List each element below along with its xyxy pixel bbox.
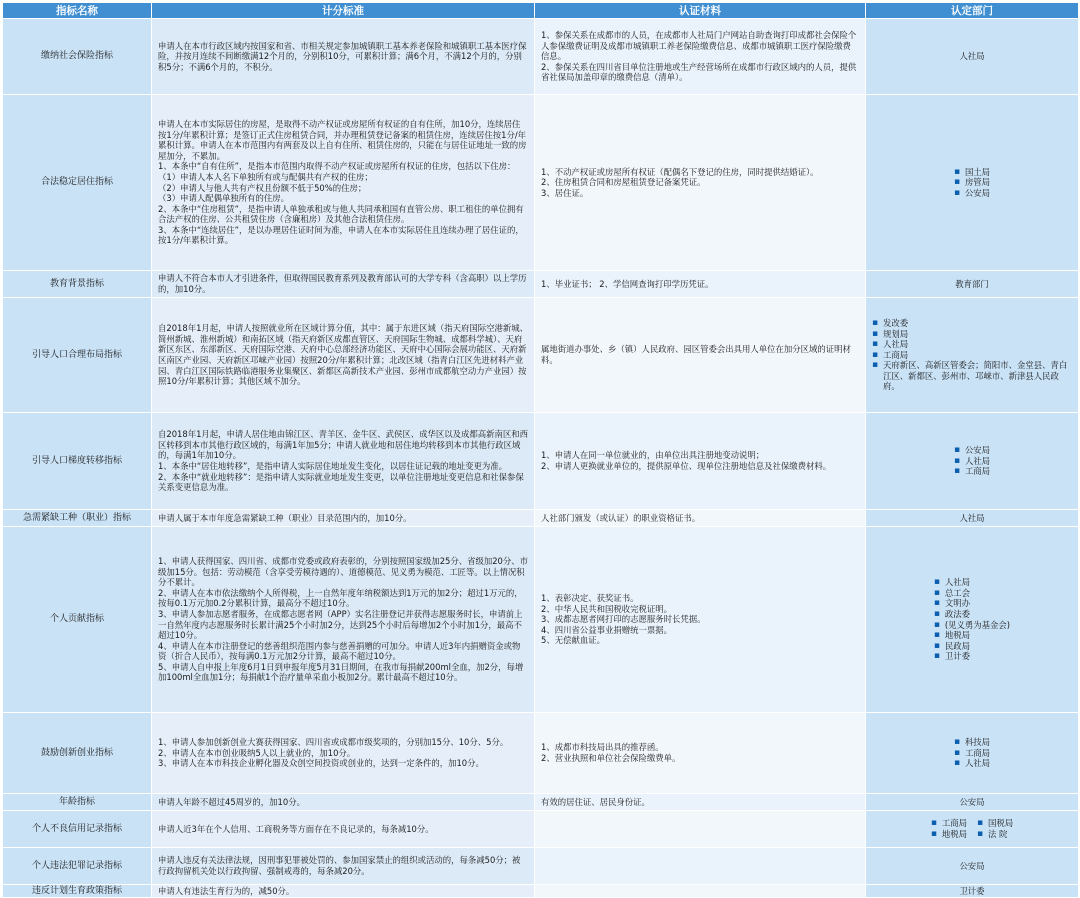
materials-paragraph: 5、无偿献血证。 — [541, 635, 605, 646]
materials-paragraph: 属地街道办事处、乡（镇）人民政府、园区管委会出具用人单位在加分区域的证明材料。 — [541, 344, 851, 365]
department-item: ▪ 地税局 — [934, 630, 1010, 641]
department-item: ▪ 人社局 — [954, 456, 990, 467]
department-cell — [866, 885, 1079, 898]
header-certification-materials: 认证材料 — [535, 3, 866, 19]
scoring-standard-cell — [152, 19, 535, 95]
indicator-name-cell: 缴纳社会保险指标 — [3, 19, 152, 95]
table-body — [3, 19, 1079, 898]
standard-paragraph: 申请人不符合本市人才引进条件，但取得国民教育系列及教育部认可的大学专科（含高职）以上学历的，加10分。 — [158, 273, 527, 294]
department-label: 人社局 — [959, 51, 985, 62]
standard-paragraph: 3、本条中“连续居住”，是以办理居住证时间为准，申请人在本市实际居住且连续办理了居住证的，按1分/年累积计算。 — [158, 224, 524, 246]
department-label: 教育部门 — [955, 278, 989, 289]
department-list — [954, 167, 990, 199]
standard-paragraph: 1、申请人获得国家、四川省、成都市党委或政府表彰的，分别按照国家级加25分、省级加20分、市级加15分。包括：劳动模范（含享受劳模待遇的）、道德模范、见义勇为模范、工匠等。以上情况积分不累计。 — [158, 555, 529, 588]
indicator-name-cell: 个人不良信用记录指标 — [3, 811, 152, 848]
scoring-standard-cell — [152, 848, 535, 885]
department-item: ▪ 政法委 — [934, 609, 1010, 620]
department-item: ▪ (见义勇为基金会) — [934, 620, 1010, 631]
standard-paragraph: 2、申请人在本市依法缴纳个人所得税，上一自然年度年纳税额达到1万元的加2分；超过1万元的，按每0.1万元加0.2分累积计算，最高分不超过10分。 — [158, 587, 523, 609]
standard-paragraph: 1、申请人参加创新创业大赛获得国家、四川省或成都市级奖项的，分别加15分、10分、5分。 — [158, 737, 509, 748]
indicator-name-cell: 合法稳定居住指标 — [3, 95, 152, 271]
standard-paragraph: 1、本条中“自有住所”，是指本市范围内取得不动产权证或房屋所有权证的住房，包括以下住房： — [158, 161, 516, 172]
materials-cell — [535, 95, 866, 271]
scoring-standard-cell — [152, 271, 535, 298]
header-indicator-name: 指标名称 — [3, 3, 152, 19]
table-row — [3, 510, 1079, 527]
department-cell — [866, 95, 1079, 271]
department-item: ▪ 国税局 — [977, 818, 1013, 829]
materials-paragraph: 1、成都市科技局出具的推荐函。 — [541, 742, 664, 753]
materials-paragraph: 1、不动产权证或房屋所有权证（配偶名下登记的住房，同时提供结婚证）。 — [541, 166, 819, 177]
department-list — [934, 577, 1010, 662]
scoring-standard-cell — [152, 713, 535, 794]
standard-paragraph: 申请人在本市行政区域内按国家和省、市相关规定参加城镇职工基本养老保险和城镇职工基本医疗保险，并按月连续不间断缴满12个月的，分别积10分，可累积计算；满6个月，不满12个月的，分别积5分；不满6个月的，不积分。 — [158, 40, 527, 72]
indicator-name-cell: 急需紧缺工种（职业）指标 — [3, 510, 152, 527]
department-item: ▪ 人社局 — [954, 758, 990, 769]
department-label: 公安局 — [959, 796, 985, 807]
department-cell — [866, 527, 1079, 713]
scoring-standard-cell — [152, 794, 535, 811]
standard-paragraph: 申请人有违法生育行为的，减50分。 — [158, 885, 295, 896]
department-list — [872, 318, 1072, 392]
materials-paragraph: 2、营业执照和单位社会保险缴费单。 — [541, 753, 681, 763]
department-cell — [866, 713, 1079, 794]
materials-paragraph: 4、四川省公益事业捐赠统一票据。 — [541, 624, 672, 635]
header-certifying-department: 认定部门 — [866, 3, 1079, 19]
table-row — [3, 848, 1079, 885]
indicator-name-cell: 引导人口合理布局指标 — [3, 298, 152, 413]
standard-paragraph: 4、申请人在本市注册登记的慈善组织范围内参与慈善捐赠的可加分。申请人近3年内捐赠资金或物资（折合人民币），按每满0.1万元加2分计算，最高不超过10分。 — [158, 640, 521, 662]
standard-paragraph: 2、申请人在本市创业吸纳5人以上就业的，加10分。 — [158, 747, 356, 758]
materials-paragraph: 2、住房租赁合同和房屋租赁登记备案凭证。 — [541, 177, 706, 188]
table-row — [3, 527, 1079, 713]
materials-paragraph: 3、居住证。 — [541, 187, 589, 198]
scoring-standard-cell — [152, 811, 535, 848]
department-item: ▪ 国土局 — [954, 167, 990, 178]
scoring-standard-cell — [152, 298, 535, 413]
standard-paragraph: 2、本条中“住房租赁”，是指申请人单独承租或与他人共同承租国有直管公房、职工租住的单位拥有合法产权的住房、公共租赁住房（含廉租房）及其他合法租赁住房。 — [158, 203, 524, 225]
table-row — [3, 713, 1079, 794]
scoring-standard-cell — [152, 510, 535, 527]
scoring-standard-cell — [152, 885, 535, 898]
department-item: ▪ 工商局 — [872, 350, 1072, 361]
department-item: ▪ 地税局 — [931, 829, 967, 840]
standard-paragraph: （3）申请人配偶单独所有的住房。 — [158, 193, 289, 204]
materials-paragraph: 1、毕业证书； 2、学信网查询打印学历凭证。 — [541, 278, 714, 289]
materials-paragraph: 1、申请人在同一单位就业的，由单位出具注册地变动说明； — [541, 450, 765, 461]
standard-paragraph: 3、申请人参加志愿者服务，在成都志愿者网（APP）实名注册登记并获得志愿服务时长，申请前上一自然年度内志愿服务时长累计满25个小时加2分，达到25个小时后每增加2个小时加1分，最高不超过10分。 — [158, 608, 523, 641]
department-label: 人社局 — [959, 512, 985, 523]
department-item: ▪ 公安局 — [954, 445, 990, 456]
materials-paragraph: 有效的居住证、居民身份证。 — [541, 796, 650, 807]
standard-paragraph: 申请人年龄不超过45周岁的，加10分。 — [158, 796, 305, 807]
standard-paragraph: 申请人在本市实际居住的房屋，是取得不动产权证或房屋所有权证的自有住所，加10分，连续居住按1分/年累积计算；是签订正式住房租赁合同，并办理租赁登记备案的租赁住房，连续居住按1分/年累积计算。申请人在本市范围内有两套及以上自有住所、租赁住房的，只能在与居住证地址一致的房屋加分，不累加。 — [158, 118, 527, 161]
department-cell — [866, 811, 1079, 848]
department-label: 公安局 — [959, 860, 985, 871]
points-table — [2, 2, 1079, 898]
materials-cell — [535, 298, 866, 413]
table-row — [3, 271, 1079, 298]
indicator-name-cell: 鼓励创新创业指标 — [3, 713, 152, 794]
materials-paragraph: 人社部门颁发（或认证）的职业资格证书。 — [541, 512, 701, 523]
department-item: ▪ 人社局 — [872, 339, 1072, 350]
indicator-name-cell: 违反计划生育政策指标 — [3, 885, 152, 898]
materials-cell — [535, 811, 866, 848]
standard-paragraph: 自2018年1月起，申请人按照就业所在区域计算分值，其中：属于东进区域（指天府国际空港新城、简州新城、淮州新城）和南拓区域（指天府新区成都直管区、天府国际生物城、成都科学城）、天府新区东区、东部新区、天府国际空港、天府中心总部经济功能区、天府中心国际会展功能区、天府新区南区产业园、天府新区邛崃产业园）按照20分/年累积计算；北改区域（指青白江区先进材料产业园、青白江区国际铁路临港服务业集聚区、新都区高新技术产业园、彭州市成都航空动力产业园）按照10分/年累积计算；其他区域不加分。 — [158, 323, 529, 387]
scoring-standard-cell — [152, 413, 535, 510]
table-row — [3, 885, 1079, 898]
scoring-standard-cell — [152, 95, 535, 271]
table-row — [3, 794, 1079, 811]
department-cell — [866, 794, 1079, 811]
standard-paragraph: 1、本条中“居住地转移”，是指申请人实际居住地址发生变化，以居住证记载的地址变更为准。 — [158, 461, 508, 471]
department-item: ▪ 法 院 — [977, 829, 1013, 840]
department-item: ▪ 公安局 — [954, 188, 990, 199]
standard-paragraph: 申请人近3年在个人信用、工商税务等方面存在不良记录的，每条减10分。 — [158, 823, 434, 834]
department-cell — [866, 510, 1079, 527]
scoring-standard-cell — [152, 527, 535, 713]
department-item: ▪ 卫计委 — [934, 651, 1010, 662]
materials-paragraph: 2、申请人更换就业单位的，提供原单位、现单位注册地信息及社保缴费材料。 — [541, 461, 832, 471]
department-label: 卫计委 — [959, 885, 985, 896]
standard-paragraph: 自2018年1月起，申请人居住地由锦江区、青羊区、金牛区、武侯区、成华区以及成都高新南区和西区转移到本市其他行政区域的，每满1年加5分；申请人就业地和居住地均转移到本市其他行政区域的，每满1年加10分。 — [158, 429, 529, 461]
department-item: ▪ 房管局 — [954, 177, 990, 188]
department-cell — [866, 848, 1079, 885]
materials-cell — [535, 848, 866, 885]
department-item: ▪ 科技局 — [954, 737, 990, 748]
indicator-name-cell: 年龄指标 — [3, 794, 152, 811]
materials-paragraph: 2、参保关系在四川省目单位注册地或生产经营场所在成都市行政区域内的人员，提供省社保局加盖印章的缴费信息（清单）。 — [541, 61, 857, 83]
materials-cell — [535, 510, 866, 527]
materials-cell — [535, 527, 866, 713]
department-list — [954, 737, 990, 769]
table-row — [3, 95, 1079, 271]
standard-paragraph: 申请人属于本市年度急需紧缺工种（职业）目录范围内的，加10分。 — [158, 512, 412, 523]
department-cell — [866, 413, 1079, 510]
department-list — [954, 445, 990, 477]
materials-cell — [535, 413, 866, 510]
materials-paragraph: 1、参保关系在成都市的人员，在成都市人社局门户网站自助查询打印成都社会保险个人参保缴费证明及成都市城镇职工养老保险缴费信息、成都市城镇职工医疗保险缴费信息。 — [541, 30, 857, 62]
department-cell — [866, 298, 1079, 413]
department-item: ▪ 文明办 — [934, 598, 1010, 609]
indicator-name-cell: 个人贡献指标 — [3, 527, 152, 713]
indicator-name-cell: 引导人口梯度转移指标 — [3, 413, 152, 510]
department-item: ▪ 规划局 — [872, 329, 1072, 340]
materials-cell — [535, 19, 866, 95]
department-grid — [931, 818, 1013, 839]
materials-paragraph: 3、成都志愿者网打印的志愿服务时长凭据。 — [541, 614, 706, 625]
department-cell — [866, 271, 1079, 298]
department-item: ▪ 发改委 — [872, 318, 1072, 329]
department-item: ▪ 工商局 — [954, 466, 990, 477]
materials-cell — [535, 794, 866, 811]
header-row — [3, 3, 1079, 19]
standard-paragraph: 2、本条中“就业地转移”：是指申请人实际就业地址发生变更，以单位注册地址变更信息和社保参保关系变更信息为准。 — [158, 471, 524, 493]
header-scoring-standard: 计分标准 — [152, 3, 535, 19]
table-row — [3, 413, 1079, 510]
materials-cell — [535, 885, 866, 898]
standard-paragraph: （2）申请人与他人共有产权且份额不低于50%的住房； — [158, 182, 367, 193]
indicator-name-cell: 个人违法犯罪记录指标 — [3, 848, 152, 885]
materials-cell — [535, 271, 866, 298]
standard-paragraph: 申请人违反有关法律法规，因刑事犯罪被处罚的、参加国家禁止的组织或活动的，每条减50分；被行政拘留机关处以行政拘留、强制戒毒的，每条减20分。 — [158, 855, 521, 876]
department-item: ▪ 工商局 — [931, 818, 967, 829]
standard-paragraph: 5、申请人自申报上年度6月1日到申报年度5月31日期间，在我市每捐献200ml全血，加2分，每增加100ml全血加1分；每捐献1个治疗量单采血小板加2分。累计最高不超过10分。 — [158, 661, 524, 683]
department-item: ▪ 天府新区、高新区管委会；简阳市、金堂县、青白江区、新都区、彭州市、邛崃市、新津县人民政府。 — [872, 360, 1072, 392]
table-row — [3, 19, 1079, 95]
department-item: ▪ 民政局 — [934, 641, 1010, 652]
table-row — [3, 811, 1079, 848]
materials-cell — [535, 713, 866, 794]
standard-paragraph: （1）申请人本人名下单独所有或与配偶共有产权的住房； — [158, 171, 373, 182]
materials-paragraph: 2、中华人民共和国税收完税证明。 — [541, 603, 672, 614]
department-item: ▪ 人社局 — [934, 577, 1010, 588]
department-item: ▪ 工商局 — [954, 748, 990, 759]
department-item: ▪ 总工会 — [934, 588, 1010, 599]
standard-paragraph: 3、申请人在本市科技企业孵化器及众创空间投资或创业的，达到一定条件的，加10分。 — [158, 758, 484, 769]
table-row — [3, 298, 1079, 413]
indicator-name-cell: 教育背景指标 — [3, 271, 152, 298]
department-cell — [866, 19, 1079, 95]
materials-paragraph: 1、表彰决定、获奖证书。 — [541, 593, 639, 604]
